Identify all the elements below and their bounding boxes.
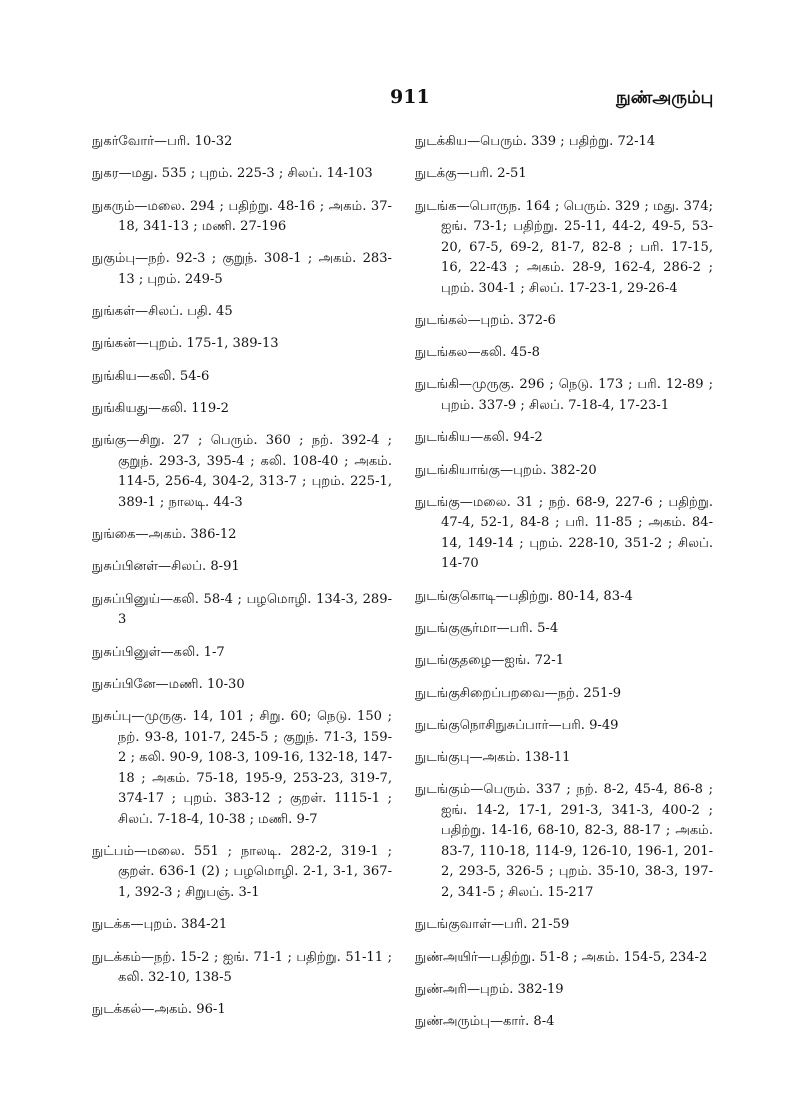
index-entry: நுடக்கு—பரி. 2-51 [415,166,527,182]
index-entry: நுடங்க—பொருந. 164 ; பெரும். 329 ; மது. 374; ஐங். 73-1; பதிற்று. 25-11, 44-2, 49-5, 53-20, 67-5, 69-2, 81-7, 82-8 ; பரி. 17-15, 16, 22-43 ; அகம். 28-9, 162-4, 286-2 ; புறம். 304-1 ; சிலப். 17-23-1, 29-26-4 [415,198,713,296]
index-entry: நுடங்குசூர்மா—பரி. 5-4 [415,620,559,636]
index-entry: நுடங்கல—கலி. 45-8 [415,345,540,361]
index-entry: நுங்கை—அகம். 386-12 [92,527,237,543]
index-entry: நுடங்கல்—புறம். 372-6 [415,312,556,328]
index-entry: நுகர—மது. 535 ; புறம். 225-3 ; சிலப். 14-103 [92,166,373,182]
index-entry: நுடக்கிய—பெரும். 339 ; பதிற்று. 72-14 [415,134,656,149]
page-number: 911 [390,86,430,108]
index-entry: நுசுப்பினே—மணி. 10-30 [92,676,245,692]
index-entry: நுடக்கல்—அகம். 96-1 [92,1002,226,1018]
index-entry: நுசுப்பினள்—சிலப். 8-91 [92,559,240,575]
index-entry: நுடக்கம்—நற். 15-2 ; ஐங். 71-1 ; பதிற்று. 51-11 ; கலி. 32-10, 138-5 [92,949,392,986]
index-entry: நுடங்குவாள்—பரி. 21-59 [415,917,570,933]
index-entry: நுங்கள்—சிலப். பதி. 45 [92,304,233,320]
index-entry: நுடங்கியாங்கு—புறம். 382-20 [415,462,597,478]
index-entry: நுடங்குபு—அகம். 138-11 [415,750,571,766]
index-entry: நுகர்வோர்—பரி. 10-32 [92,134,233,149]
running-head: நுண்அரும்பு [616,88,714,108]
index-entry: நுசுப்பினுள்—கலி. 1-7 [92,644,225,660]
index-entry: நுங்கு—சிறு. 27 ; பெரும். 360 ; நற். 392-4 ; குறுந். 293-3, 395-4 ; கலி. 108-40 ; அகம். 114-5, 256-4, 304-2, 313-7 ; புறம். 225-1, 389-1 ; நாலடி. 44-3 [92,433,392,510]
index-entry: நுடங்குதழை—ஐங். 72-1 [415,653,565,669]
index-entry: நுடங்குசிறைப்பறவை—நற். 251-9 [415,685,622,701]
index-entry: நுட்பம்—மலை. 551 ; நாலடி. 282-2, 319-1 ; குறள். 636-1 (2) ; பழமொழி. 2-1, 3-1, 367-1, 392-3 ; சிறுபஞ். 3-1 [92,843,392,900]
index-entry: நுண்அரும்பு—கார். 8-4 [415,1014,555,1030]
index-entry: நுங்கன்—புறம். 175-1, 389-13 [92,336,279,352]
right-column [415,132,713,1044]
index-entry: நுடங்கிய—கலி. 94-2 [415,430,543,446]
index-entry: நுசுப்பு—முருகு. 14, 101 ; சிறு. 60; நெடு. 150 ; நற். 93-8, 101-7, 245-5 ; குறுந். 71-3, 159-2 ; கலி. 90-9, 108-3, 109-16, 132-18, 147-18 ; அகம். 75-18, 195-9, 253-23, 319-7, 374-17 ; புறம். 383-12 ; குறள். 1115-1 ; சிலப். 7-18-4, 10-38 ; மணி. 9-7 [92,709,392,827]
index-entry: நுகும்பு—நற். 92-3 ; குறுந். 308-1 ; அகம். 283-13 ; புறம். 249-5 [92,251,392,287]
index-entry: நுடங்கு—மலை. 31 ; நற். 68-9, 227-6 ; பதிற்று. 47-4, 52-1, 84-8 ; பரி. 11-85 ; அகம். 84-14, 149-14 ; புறம். 228-10, 351-2 ; சிலப். 14-70 [415,494,713,572]
index-entry: நுண்அயிர்—பதிற்று. 51-8 ; அகம். 154-5, 234-2 [415,949,708,965]
index-entry: நுடக்க—புறம். 384-21 [92,917,228,933]
index-entry: நுகரும்—மலை. 294 ; பதிற்று. 48-16 ; அகம். 37-18, 341-13 ; மணி. 27-196 [92,198,392,235]
index-entry: நுடங்குகொடி—பதிற்று. 80-14, 83-4 [415,588,633,604]
index-entry: நுசுப்பினுய்—கலி. 58-4 ; பழமொழி. 134-3, 289-3 [92,591,392,628]
left-column [92,132,392,1033]
index-entry: நுடங்கும்—பெரும். 337 ; நற். 8-2, 45-4, 86-8 ; ஐங். 14-2, 17-1, 291-3, 341-3, 400-2 ; பதிற்று. 14-16, 68-10, 82-3, 88-17 ; அகம். 83-7, 110-18, 114-9, 126-10, 196-1, 201-2, 293-5, 326-5 ; புறம். 35-10, 38-3, 197-2, 341-5 ; சிலப். 15-217 [415,782,713,900]
index-entry: நுடங்கி—முருகு. 296 ; நெடு. 173 ; பரி. 12-89 ; புறம். 337-9 ; சிலப். 7-18-4, 17-23-1 [415,377,713,413]
index-entry: நுண்அரி—புறம். 382-19 [415,981,564,997]
index-entry: நுங்கிய—கலி. 54-6 [92,368,210,384]
index-entry: நுடங்குநொசிநுசுப்பார்—பரி. 9-49 [415,717,619,733]
index-entry: நுங்கியது—கலி. 119-2 [92,401,229,417]
